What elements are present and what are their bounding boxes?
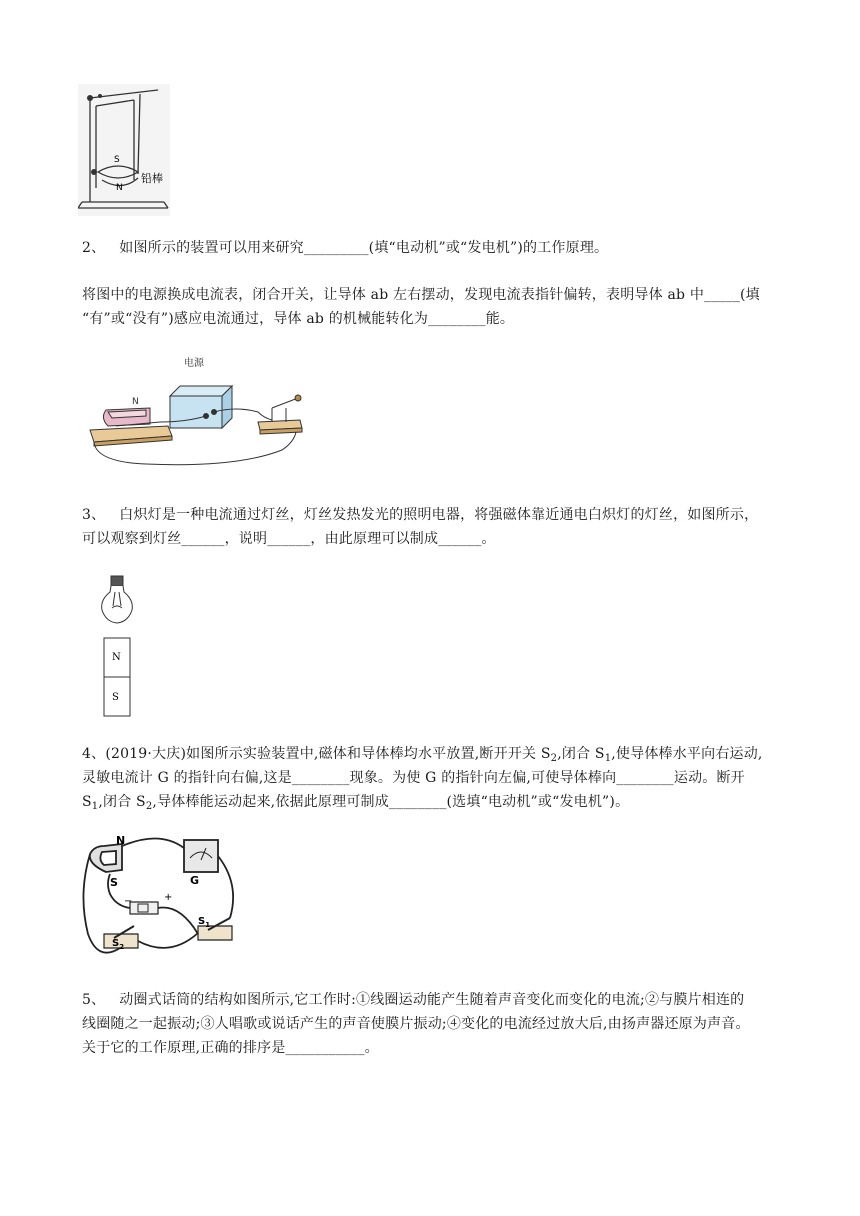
text-line: ,闭合 S	[98, 794, 146, 810]
fig4-pole-s: S	[110, 876, 118, 889]
fig3-pole-n: N	[112, 652, 121, 663]
question-number: 4、	[82, 746, 106, 762]
question-3	[82, 503, 782, 551]
question-5	[82, 988, 782, 1060]
text-line: “有”或“没有”)感应电流通过，导体 ab 的机械能转化为________能。	[82, 311, 515, 327]
text-line: (2019·大庆)如图所示实验装置中,磁体和导体棒均水平放置,断开开关 S	[105, 746, 551, 762]
switch-s2-label: $S_2$	[112, 938, 125, 951]
galvanometer-label: G	[190, 874, 200, 887]
text-line: ,使导体棒水平向右运动,	[611, 746, 763, 762]
text-line: 将图中的电源换成电流表，闭合开关，让导体 ab 左右摆动，发现电流表指针偏转，表明导体 ab 中_____(填	[82, 287, 760, 303]
fig4-pole-n: N	[116, 834, 126, 847]
text-line: 线圈随之一起振动;③人唱歌或说话产生的声音使膜片振动;④变化的电流经过放大后,由扬声器还原为声音。	[82, 1016, 750, 1032]
figure-4-galvanometer-circuit	[80, 834, 248, 972]
question-number: 5、	[82, 992, 106, 1008]
figure-1-lead-rod-apparatus	[78, 84, 170, 216]
text-line: 可以观察到灯丝______，说明______，由此原理可以制成______。	[82, 531, 496, 547]
power-supply-label: 电源	[184, 358, 204, 369]
text-line: ,导体棒能运动起来,依据此原理可制成________(选填“电动机”或“发电机”)。	[152, 794, 630, 810]
subscript: 1	[91, 801, 99, 812]
question-2	[82, 236, 782, 260]
fig3-pole-s: S	[112, 692, 119, 703]
text-line: 白炽灯是一种电流通过灯丝，灯丝发热发光的照明电器，将强磁体靠近通电白炽灯的灯丝，如图所示，	[119, 507, 759, 523]
fig1-lead-rod-label: 铅棒	[141, 172, 163, 185]
text-line: 灵敏电流计 G 的指针向右偏,这是________现象。为使 G 的指针向左偏,可使导体棒向________运动。断开	[82, 770, 745, 786]
subscript: 1	[604, 753, 612, 764]
figure-2-circuit-with-power-supply	[86, 352, 312, 468]
plus-sign: +	[164, 892, 173, 903]
figure-3-bulb-and-magnet	[98, 574, 138, 718]
question-2-continued	[82, 283, 782, 331]
subscript: 2	[145, 801, 153, 812]
text-line: 动圈式话筒的结构如图所示,它工作时:①线圈运动能产生随着声音变化而变化的电流;②与膜片相连的	[119, 992, 745, 1008]
text-line: 关于它的工作原理,正确的排序是___________。	[82, 1040, 379, 1056]
question-number: 2、	[82, 240, 106, 256]
subscript: 2	[550, 753, 558, 764]
text-line: ,闭合 S	[557, 746, 605, 762]
question-text: 如图所示的装置可以用来研究_________(填“电动机”或“发电机”)的工作原理。	[119, 240, 609, 256]
fig1-pole-s: S	[114, 155, 120, 165]
fig1-pole-n: N	[116, 183, 123, 193]
text-line: S	[82, 794, 92, 810]
fig2-pole-n: N	[132, 397, 139, 407]
question-4	[82, 742, 782, 814]
minus-sign: −	[124, 896, 133, 907]
question-number: 3、	[82, 507, 106, 523]
switch-s1-label: $S_1$	[198, 916, 211, 929]
